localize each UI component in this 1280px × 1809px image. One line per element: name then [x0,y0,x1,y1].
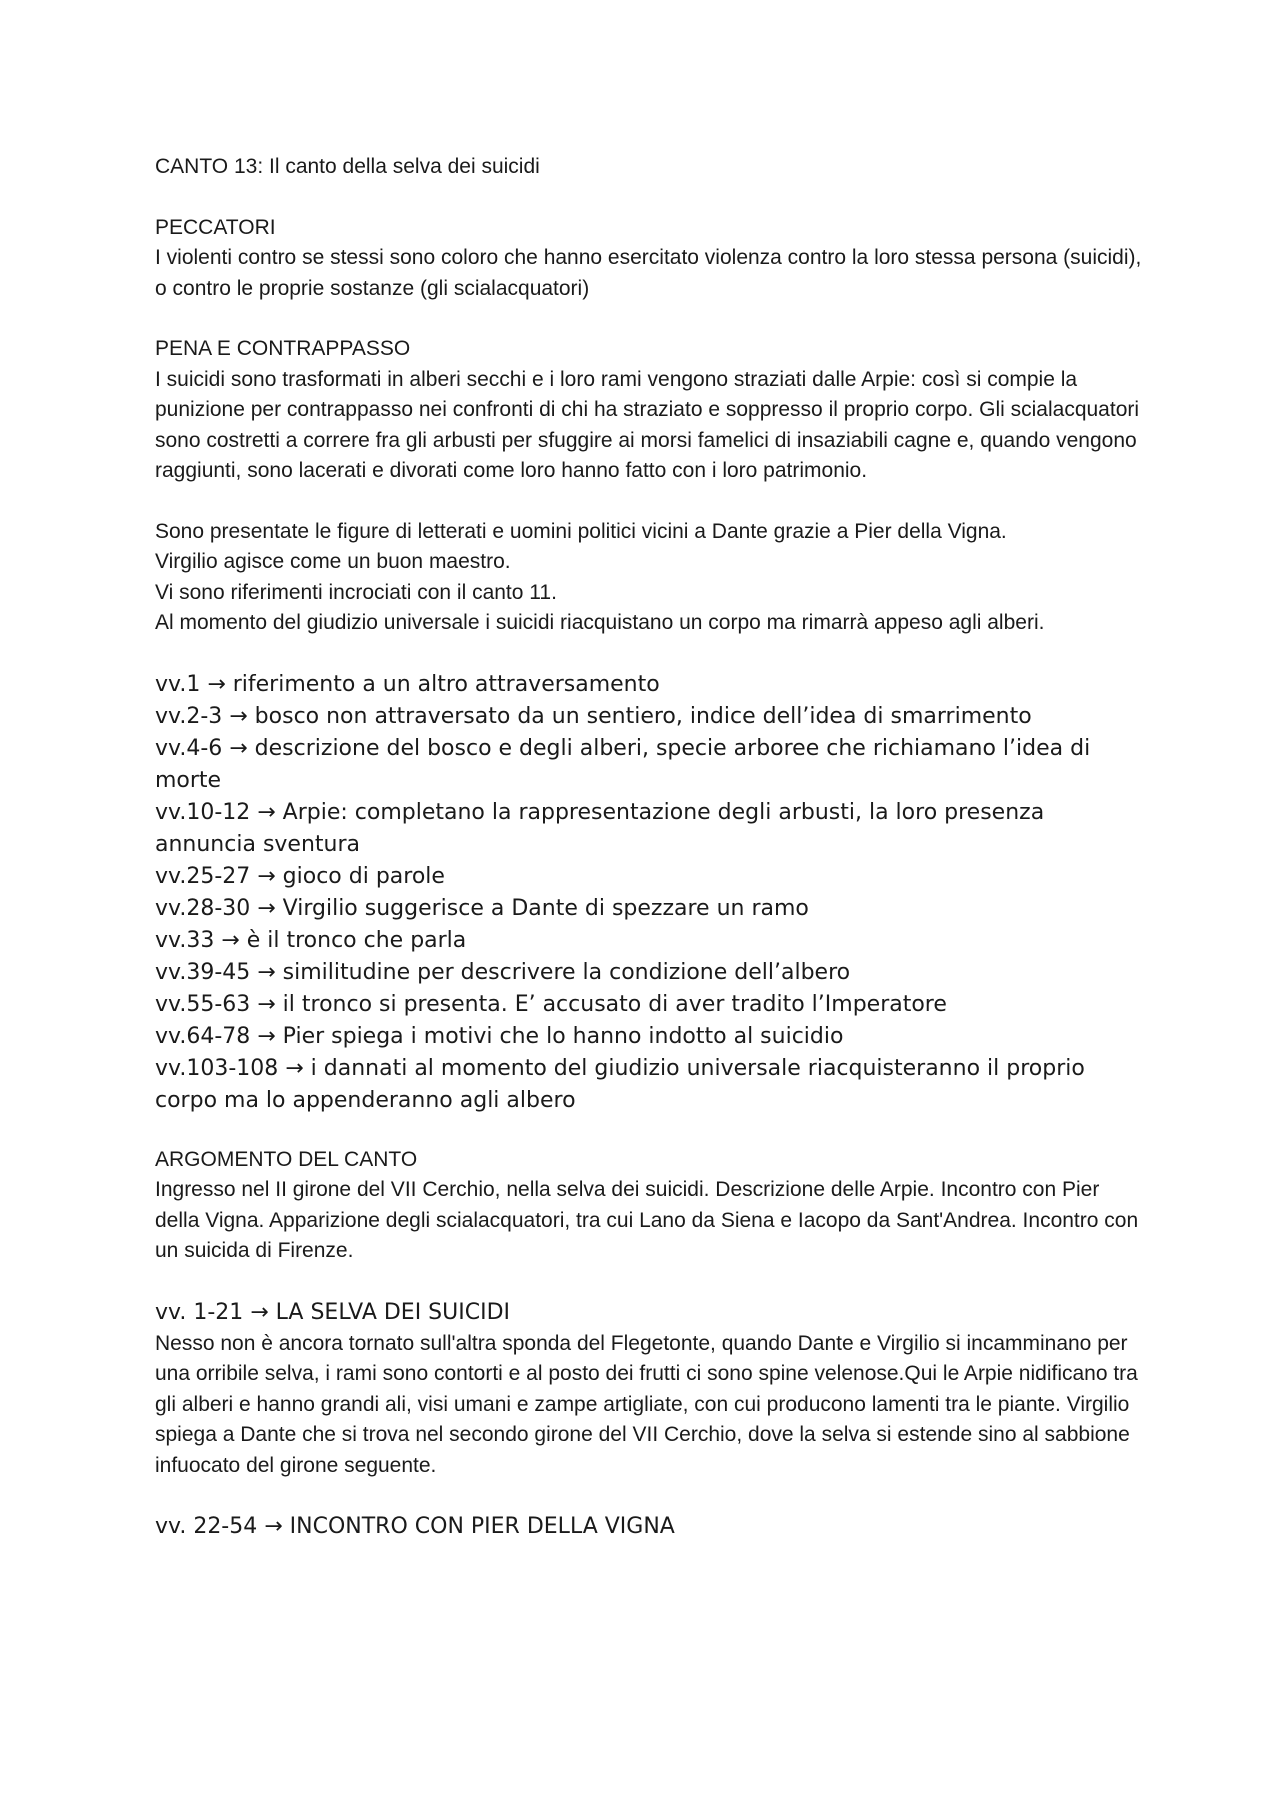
peccatori-heading: PECCATORI [155,215,276,239]
note-line: Al momento del giudizio universale i suicidi riacquistano un corpo ma rimarrà appeso agli alberi. [155,611,1045,634]
verse-item: vv.103-108 → i dannati al momento del giudizio universale riacquisteranno il proprio corpo ma lo appenderanno agli albero [155,1055,1085,1113]
selva-text: Nesso non è ancora tornato sull'altra sponda del Flegetonte, quando Dante e Virgilio si incamminano per una orribile selva, i rami sono contorti e al posto dei frutti ci sono spine velenose.Qui le Arpie nidificano tra gli alberi e hanno grandi ali, visi umani e zampe artigliate, con cui producono lamenti tra le piante. Virgilio spiega a Dante che si trova nel secondo girone del VII Cerchio, dove la selva si estende sino al sabbione infuocato del girone seguente. [155,1331,1138,1477]
verse-item: vv.25-27 → gioco di parole [155,863,445,889]
peccatori-text: I violenti contro se stessi sono coloro che hanno esercitato violenza contro la loro stessa persona (suicidi), o contro le proprie sostanze (gli scialacquatori) [155,246,1142,300]
note-line: Virgilio agisce come un buon maestro. [155,550,511,573]
section-incontro [155,1511,1145,1543]
note-line: Sono presentate le figure di letterati e uomini politici vicini a Dante grazie a Pier della Vigna. [155,519,1007,543]
section-argomento [155,1145,1145,1267]
section-peccatori [155,213,1145,305]
verse-item: vv.33 → è il tronco che parla [155,927,467,953]
verse-item: vv.4-6 → descrizione del bosco e degli alberi, specie arboree che richiamano l’idea di morte [155,735,1091,793]
argomento-heading: ARGOMENTO DEL CANTO [155,1147,418,1171]
document-body [155,152,1145,1543]
note-line: Vi sono riferimenti incrociati con il canto 11. [155,580,557,604]
section-notes [155,517,1145,639]
verse-item: vv.55-63 → il tronco si presenta. E’ accusato di aver tradito l’Imperatore [155,991,947,1017]
verse-list [155,669,1145,1117]
verse-item: vv.28-30 → Virgilio suggerisce a Dante di spezzare un ramo [155,895,809,921]
verse-item: vv.39-45 → similitudine per descrivere la condizione dell’albero [155,959,851,985]
canto-title: CANTO 13: Il canto della selva dei suicidi [155,155,540,178]
section-pena [155,334,1145,487]
pena-text: I suicidi sono trasformati in alberi secchi e i loro rami vengono straziati dalle Arpie: così si compie la punizione per contrappasso nei confronti di chi ha straziato e soppresso il proprio corpo. Gli scialacquatori sono costretti a correre fra gli arbusti per sfuggire ai morsi famelici di insaziabili cagne e, quando vengono raggiunti, sono lacerati e divorati come loro hanno fatto con i loro patrimonio. [155,367,1140,482]
pena-heading: PENA E CONTRAPPASSO [155,337,411,360]
incontro-heading: vv. 22-54 → INCONTRO CON PIER DELLA VIGNA [155,1514,675,1539]
verse-item: vv.64-78 → Pier spiega i motivi che lo hanno indotto al suicidio [155,1023,844,1049]
argomento-text: Ingresso nel II girone del VII Cerchio, nella selva dei suicidi. Descrizione delle Arpie. Incontro con Pier della Vigna. Apparizione degli scialacquatori, tra cui Lano da Siena e Iacopo da Sant'Andrea. Incontro con un suicida di Firenze. [155,1178,1139,1262]
verse-item: vv.2-3 → bosco non attraversato da un sentiero, indice dell’idea di smarrimento [155,703,1032,729]
selva-heading: vv. 1-21 → LA SELVA DEI SUICIDI [155,1299,511,1325]
verse-item: vv.1 → riferimento a un altro attraversamento [155,671,660,697]
section-selva [155,1297,1145,1482]
verse-item: vv.10-12 → Arpie: completano la rappresentazione degli arbusti, la loro presenza annuncia sventura [155,799,1045,857]
